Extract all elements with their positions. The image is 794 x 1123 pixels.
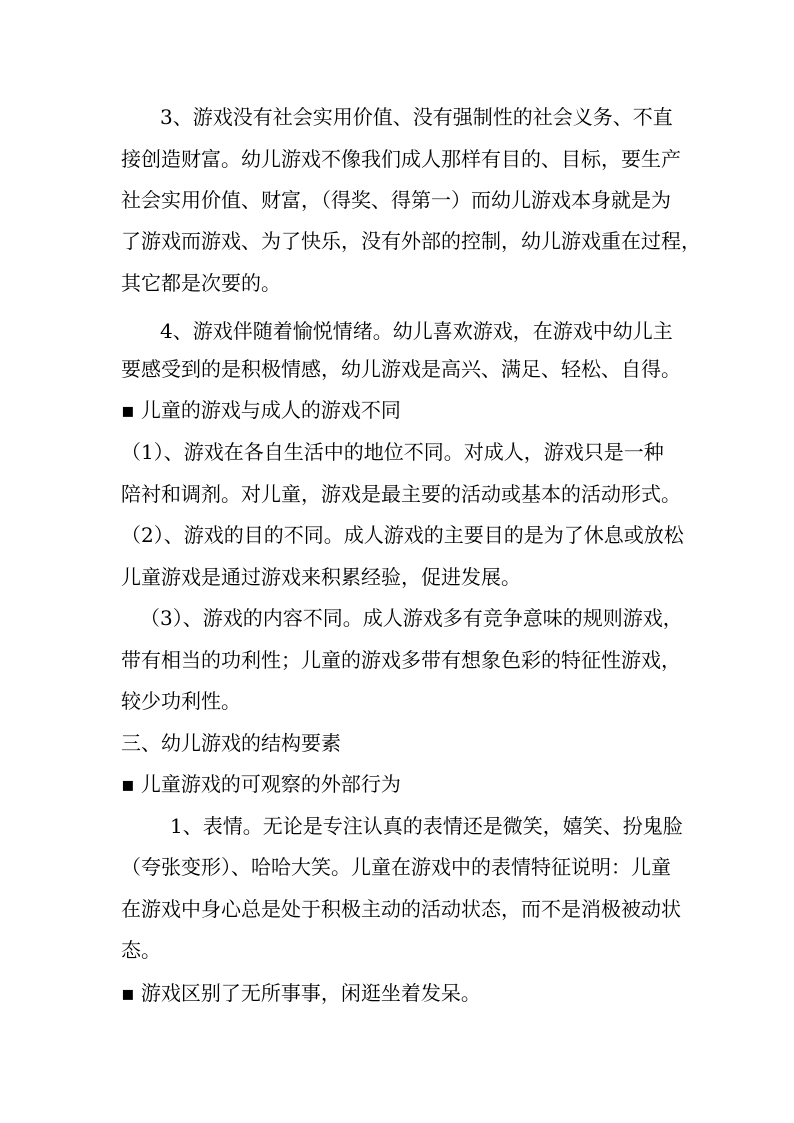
text-line: 接创造财富。幼儿游戏不像我们成人那样有目的、目标，要生产 [121,147,681,171]
text-line: 了游戏而游戏、为了快乐，没有外部的控制，幼儿游戏重在过程， [121,229,701,253]
section-heading: 三、幼儿游戏的结构要素 [121,731,341,755]
section-bullet-heading: ▪ 游戏区别了无所事事，闲逛坐着发呆。 [121,981,481,1005]
section-bullet-heading: ▪ 儿童游戏的可观察的外部行为 [121,772,401,796]
text-line: 陪衬和调剂。对儿童，游戏是最主要的活动或基本的活动形式。 [121,482,681,506]
text-line: 在游戏中身心总是处于积极主动的活动状态，而不是消极被动状 [121,897,681,921]
text-line: 1、表情。无论是专注认真的表情还是微笑，嬉笑、扮鬼脸 [170,814,683,838]
text-line: 儿童游戏是通过游戏来积累经验，促进发展。 [121,565,521,589]
text-line: 其它都是次要的。 [121,271,281,295]
section-bullet-heading: ▪ 儿童的游戏与成人的游戏不同 [121,398,401,422]
text-line: 要感受到的是积极情感，幼儿游戏是高兴、满足、轻松、自得。 [121,357,681,381]
text-line: 态。 [121,938,161,962]
text-line: 社会实用价值、财富，（得奖、得第一）而幼儿游戏本身就是为 [121,188,671,212]
text-line: （夸张变形）、哈哈大笑。儿童在游戏中的表情特征说明：儿童 [121,855,671,879]
text-line: 较少功利性。 [121,689,241,713]
text-line: （2）、游戏的目的不同。成人游戏的主要目的是为了休息或放松 [121,523,684,547]
text-line: 3、游戏没有社会实用价值、没有强制性的社会义务、不直 [160,105,673,129]
text-line: 带有相当的功利性；儿童的游戏多带有想象色彩的特征性游戏， [121,648,681,672]
text-line: （3）、游戏的内容不同。成人游戏多有竞争意味的规则游戏， [140,606,683,630]
text-line: 4、游戏伴随着愉悦情绪。幼儿喜欢游戏，在游戏中幼儿主 [160,319,673,343]
text-line: （1）、游戏在各自生活中的地位不同。对成人，游戏只是一种 [121,440,664,464]
